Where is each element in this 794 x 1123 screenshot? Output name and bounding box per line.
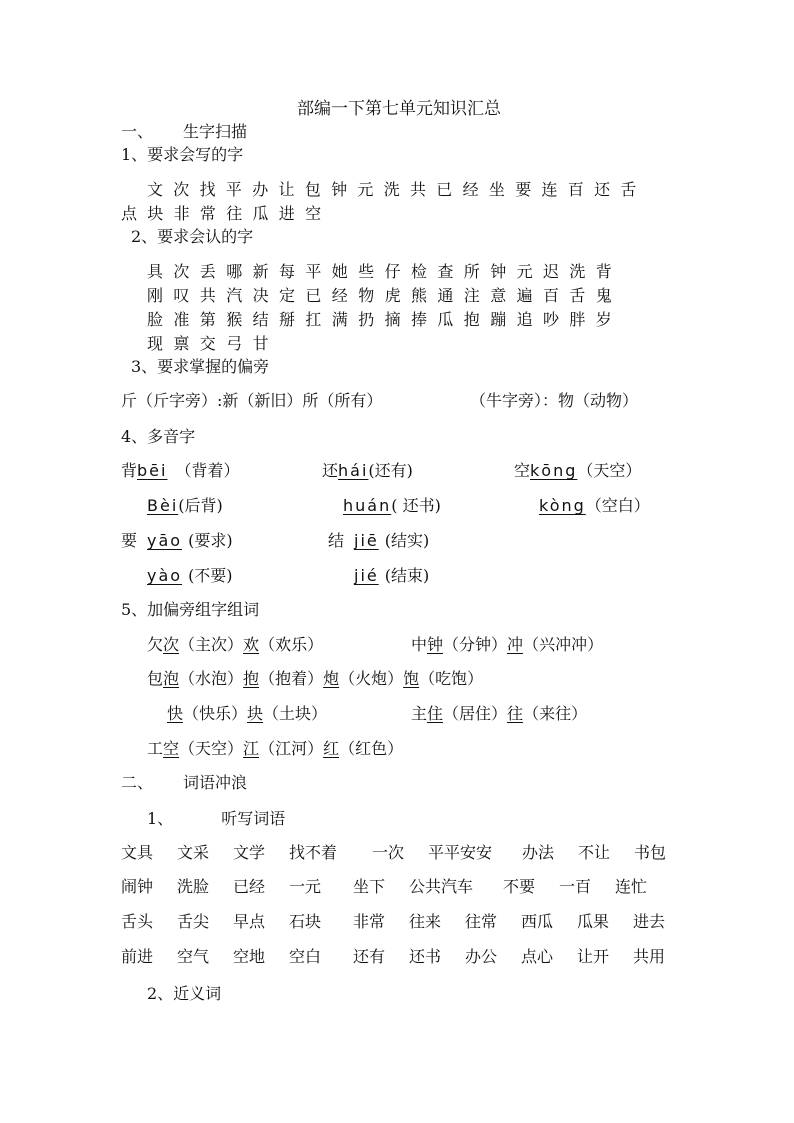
word: （土块）	[263, 704, 328, 723]
new-char: 钟	[427, 635, 444, 654]
polyphone-char: 还	[322, 461, 339, 480]
read-chars-heading: 2、要求会认的字	[131, 227, 254, 246]
write-chars-line-2: 点块非常往瓜进空	[121, 204, 332, 223]
dictation-word: 早点	[233, 912, 266, 931]
polyphone-row-2b	[343, 496, 441, 516]
polyphone-row-3b	[328, 531, 429, 551]
base-char: 主	[411, 704, 428, 723]
dictation-word: 还有	[353, 947, 386, 966]
dictation-word: 舌尖	[177, 912, 210, 931]
radical-words-row-4	[147, 739, 403, 759]
word: （来往）	[523, 704, 588, 723]
section-2-heading	[121, 773, 247, 793]
dictation-heading	[147, 809, 285, 829]
section-1-heading	[121, 122, 247, 142]
word: （江河）	[259, 739, 324, 758]
radicals-text-b: （牛字旁）：物（动物）	[470, 391, 639, 410]
dictation-word: 一次	[372, 843, 405, 862]
polyphone-row-2a	[147, 496, 223, 516]
radical-words-heading: 5、加偏旁组字组词	[121, 600, 260, 619]
new-char: 往	[507, 704, 524, 723]
word: （兴冲冲）	[523, 635, 604, 654]
radicals-text-a: 斤（斤字旁）:新（新旧）所（所有）	[121, 391, 383, 410]
base-char: 欠	[147, 635, 164, 654]
pinyin: huán	[343, 496, 392, 515]
word: （主次）	[179, 635, 244, 654]
radical-words-row-2	[147, 669, 483, 689]
pinyin: bēi	[137, 461, 168, 480]
section-1-label: 生字扫描	[183, 122, 248, 141]
new-char: 红	[323, 739, 340, 758]
dictation-word: 进去	[633, 912, 666, 931]
write-chars-line-1: 文次找平办让包钟元洗共已经坐要连百还舌	[147, 180, 647, 199]
dictation-word: 还书	[409, 947, 442, 966]
word: （分钟）	[443, 635, 508, 654]
dictation-word: 洗脸	[177, 877, 210, 896]
radical-words-row-3b	[411, 704, 587, 724]
dictation-word: 往常	[465, 912, 498, 931]
word: （天空）	[179, 739, 244, 758]
dictation-label: 听写词语	[221, 809, 286, 828]
dictation-word: 不要	[503, 877, 536, 896]
read-chars-line-1: 具次丢哪新每平她些仔检查所钟元迟洗背	[147, 262, 623, 281]
polyphone-word: (要求)	[188, 531, 233, 550]
new-char: 饱	[403, 669, 420, 688]
polyphone-row-1b	[322, 461, 413, 481]
dictation-word: 办法	[522, 843, 555, 862]
polyphone-word: (结束)	[384, 566, 430, 585]
polyphone-word: ( 还书)	[391, 496, 441, 515]
dictation-word: 西瓜	[521, 912, 554, 931]
dictation-word: 公共汽车	[409, 877, 474, 896]
pinyin: jié	[354, 566, 379, 585]
synonyms-heading: 2、近义词	[147, 984, 222, 1003]
word: （吃饱）	[419, 669, 484, 688]
polyphone-heading: 4、多音字	[121, 427, 196, 446]
base-char: 工	[147, 739, 164, 758]
polyphone-row-4b	[354, 566, 429, 586]
polyphone-word: （天空）	[577, 461, 642, 480]
pinyin: yào	[147, 566, 183, 585]
polyphone-row-2c	[539, 496, 650, 516]
dictation-word: 空地	[233, 947, 266, 966]
polyphone-char: 背	[121, 461, 138, 480]
dictation-word: 文学	[233, 843, 266, 862]
new-char: 空	[163, 739, 180, 758]
polyphone-row-1c	[514, 461, 641, 481]
word: （欢乐）	[259, 635, 324, 654]
polyphone-word: (结实)	[384, 531, 430, 550]
dictation-word: 文具	[121, 843, 154, 862]
dictation-word: 共用	[633, 947, 666, 966]
polyphone-word: (还有)	[368, 461, 413, 480]
page-title: 部编一下第七单元知识汇总	[297, 99, 501, 119]
dictation-word: 往来	[409, 912, 442, 931]
section-1-number: 一、	[121, 122, 154, 141]
polyphone-char: 空	[514, 461, 531, 480]
pinyin: yāo	[147, 531, 183, 550]
dictation-word: 非常	[353, 912, 386, 931]
dictation-word: 空气	[177, 947, 210, 966]
new-char: 快	[167, 704, 184, 723]
radicals-heading: 3、要求掌握的偏旁	[131, 357, 270, 376]
word: （红色）	[339, 739, 404, 758]
polyphone-word: （背着）	[175, 461, 240, 480]
dictation-word: 文采	[177, 843, 210, 862]
polyphone-char: 结	[328, 531, 345, 550]
radical-words-row-3a	[167, 704, 327, 724]
new-char: 抱	[243, 669, 260, 688]
polyphone-word: （空白）	[585, 496, 650, 515]
new-char: 炮	[323, 669, 340, 688]
read-chars-line-4: 现禀交弓甘	[147, 334, 280, 353]
pinyin: Bèi	[147, 496, 179, 515]
dictation-word: 不让	[578, 843, 611, 862]
polyphone-row-3a	[121, 531, 233, 551]
pinyin: jiē	[354, 531, 379, 550]
new-char: 欢	[243, 635, 260, 654]
word: （水泡）	[179, 669, 244, 688]
word: （抱着）	[259, 669, 324, 688]
dictation-word: 前进	[121, 947, 154, 966]
new-char: 江	[243, 739, 260, 758]
dictation-word: 空白	[289, 947, 322, 966]
word: （快乐）	[183, 704, 248, 723]
dictation-word: 书包	[634, 843, 667, 862]
dictation-word: 找不着	[289, 843, 338, 862]
dictation-word: 已经	[233, 877, 266, 896]
polyphone-char: 要	[121, 531, 138, 550]
radical-words-row-1a	[147, 635, 323, 655]
new-char: 次	[163, 635, 180, 654]
new-char: 泡	[163, 669, 180, 688]
read-chars-line-3: 脸准第猴结掰扛满扔摘捧瓜抱蹦追吵胖岁	[147, 310, 623, 329]
dictation-word: 舌头	[121, 912, 154, 931]
dictation-word: 闹钟	[121, 877, 154, 896]
section-2-label: 词语冲浪	[183, 773, 248, 792]
polyphone-word: (不要)	[188, 566, 233, 585]
pinyin: hái	[338, 461, 369, 480]
dictation-word: 坐下	[353, 877, 386, 896]
polyphone-row-1a	[121, 461, 239, 481]
write-chars-heading: 1、要求会写的字	[121, 145, 244, 164]
new-char: 冲	[507, 635, 524, 654]
radical-words-row-1b	[411, 635, 603, 655]
dictation-word: 办公	[465, 947, 498, 966]
dictation-word: 让开	[577, 947, 610, 966]
dictation-word: 点心	[521, 947, 554, 966]
dictation-number: 1、	[147, 809, 174, 828]
word: （居住）	[443, 704, 508, 723]
dictation-word: 一元	[289, 877, 322, 896]
section-2-number: 二、	[121, 773, 154, 792]
pinyin: kòng	[539, 496, 586, 515]
base-char: 包	[147, 669, 164, 688]
new-char: 住	[427, 704, 444, 723]
read-chars-line-2: 刚叹共汽决定已经物虎熊通注意遍百舌鬼	[147, 286, 623, 305]
polyphone-word: (后背)	[178, 496, 223, 515]
dictation-word: 平平安安	[428, 843, 493, 862]
word: （火炮）	[339, 669, 404, 688]
pinyin: kōng	[530, 461, 578, 480]
new-char: 块	[247, 704, 264, 723]
base-char: 中	[411, 635, 428, 654]
dictation-word: 石块	[289, 912, 322, 931]
polyphone-row-4a	[147, 566, 233, 586]
dictation-word: 瓜果	[577, 912, 610, 931]
dictation-word: 连忙	[615, 877, 648, 896]
dictation-word: 一百	[559, 877, 592, 896]
